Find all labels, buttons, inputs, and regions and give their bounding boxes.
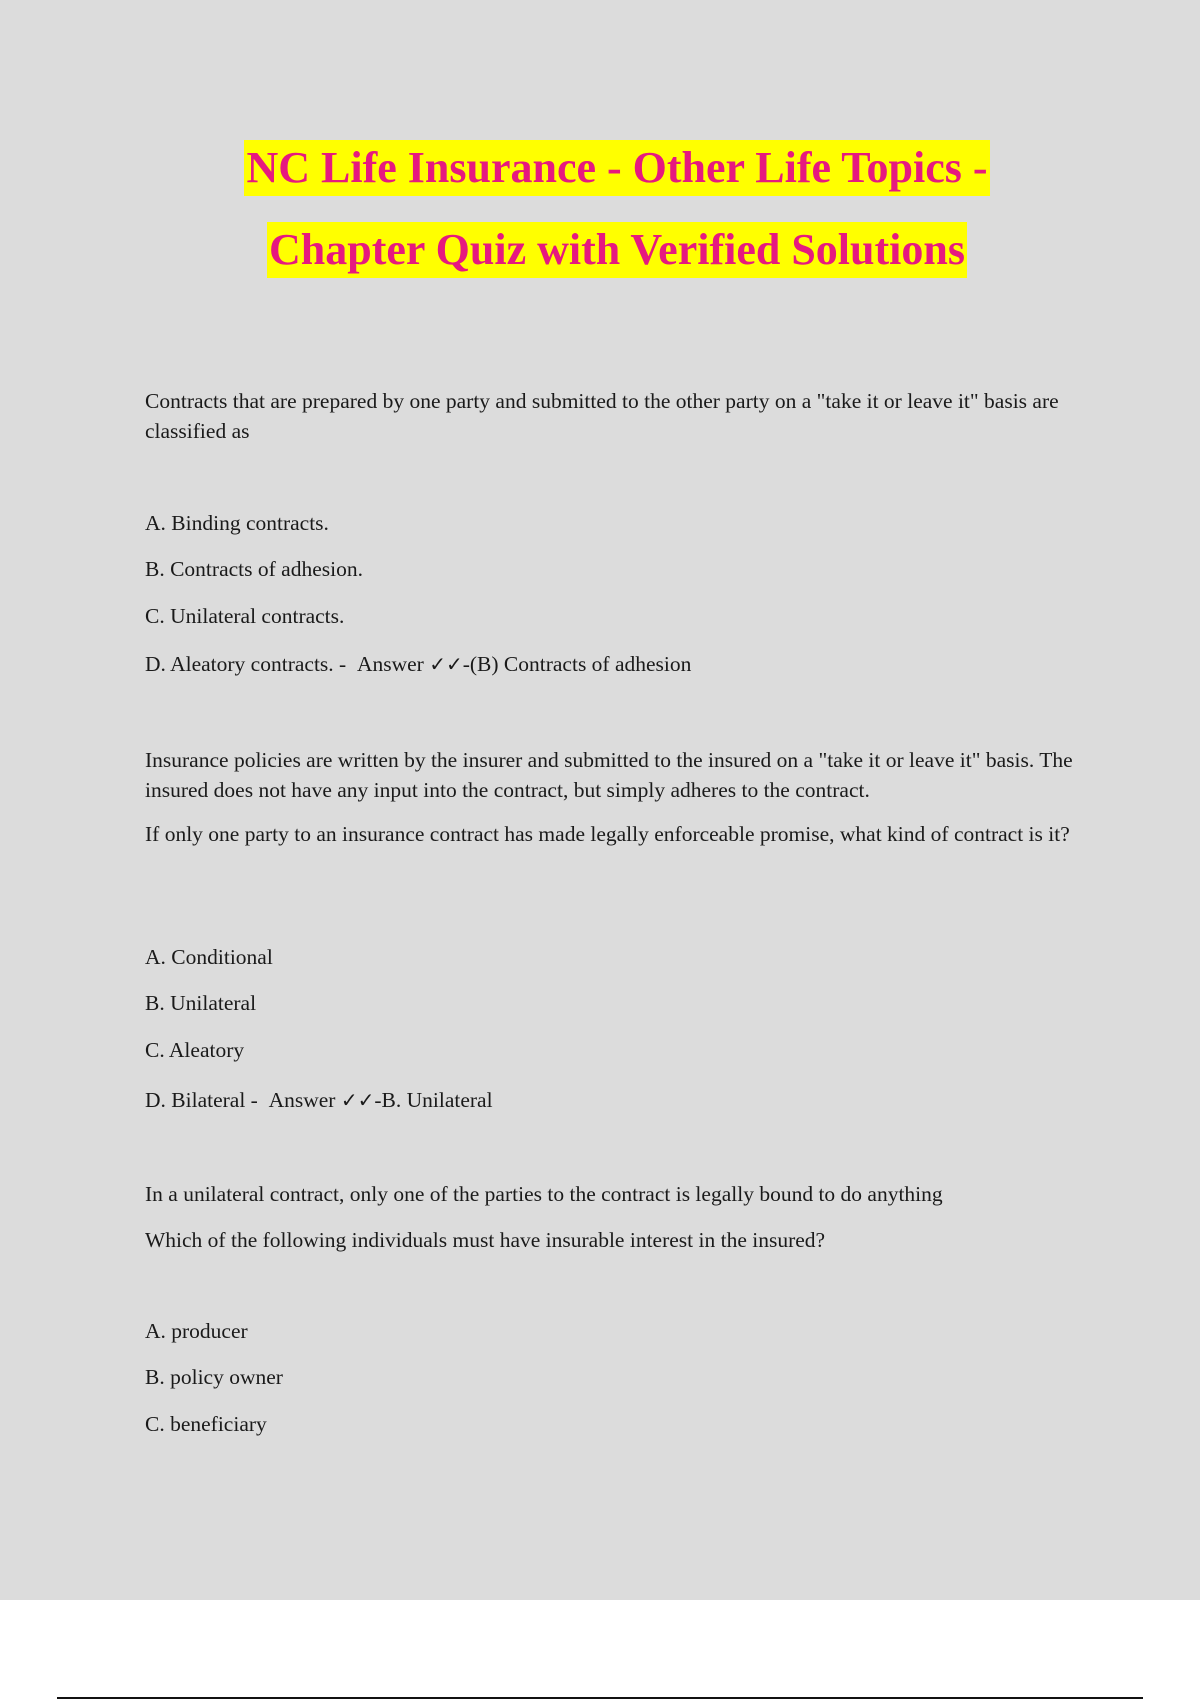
q3-question: Which of the following individuals must have insurable interest in the insured? bbox=[145, 1228, 826, 1252]
q2-option-d-with-answer bbox=[145, 1085, 493, 1115]
q2-answer-text: -B. Unilateral bbox=[374, 1088, 493, 1112]
q1-option-a: A. Binding contracts. bbox=[145, 511, 329, 535]
footer-divider bbox=[57, 1697, 1143, 1699]
q2-answer-label: Answer bbox=[268, 1088, 336, 1112]
q2-option-c: C. Aleatory bbox=[145, 1038, 245, 1062]
q3-option-c: C. beneficiary bbox=[145, 1412, 267, 1436]
q1-option-d-with-answer bbox=[145, 649, 691, 679]
q2-explanation: Insurance policies are written by the insurer and submitted to the insured on a "take it or leave it" basis. The insured does not have any input into the contract, but simply adheres to the contract. bbox=[145, 748, 1073, 802]
q3-option-a: A. producer bbox=[145, 1319, 248, 1343]
q1-answer-text: -(B) Contracts of adhesion bbox=[462, 652, 692, 676]
q1-answer-label: Answer bbox=[356, 652, 424, 676]
q1-option-d: D. Aleatory contracts. - bbox=[145, 652, 347, 676]
q3-explanation: In a unilateral contract, only one of the parties to the contract is legally bound to do anything bbox=[145, 1182, 943, 1206]
q3-option-b: B. policy owner bbox=[145, 1365, 283, 1389]
q2-option-d: D. Bilateral - bbox=[145, 1088, 258, 1112]
q2-question: If only one party to an insurance contract has made legally enforceable promise, what kind of contract is it? bbox=[145, 822, 1070, 846]
q1-question: Contracts that are prepared by one party and submitted to the other party on a "take it or leave it" basis are classified as bbox=[145, 389, 1059, 443]
q1-option-c: C. Unilateral contracts. bbox=[145, 604, 345, 628]
check-mark-icon: ✓✓ bbox=[340, 1088, 375, 1112]
q2-option-a: A. Conditional bbox=[145, 945, 273, 969]
title-line-1: NC Life Insurance - Other Life Topics - bbox=[244, 140, 989, 196]
q2-option-b: B. Unilateral bbox=[145, 991, 257, 1015]
title-line-2: Chapter Quiz with Verified Solutions bbox=[267, 222, 967, 278]
document-title bbox=[0, 140, 1200, 304]
check-mark-icon: ✓✓ bbox=[429, 652, 463, 676]
q1-option-b: B. Contracts of adhesion. bbox=[145, 557, 363, 581]
